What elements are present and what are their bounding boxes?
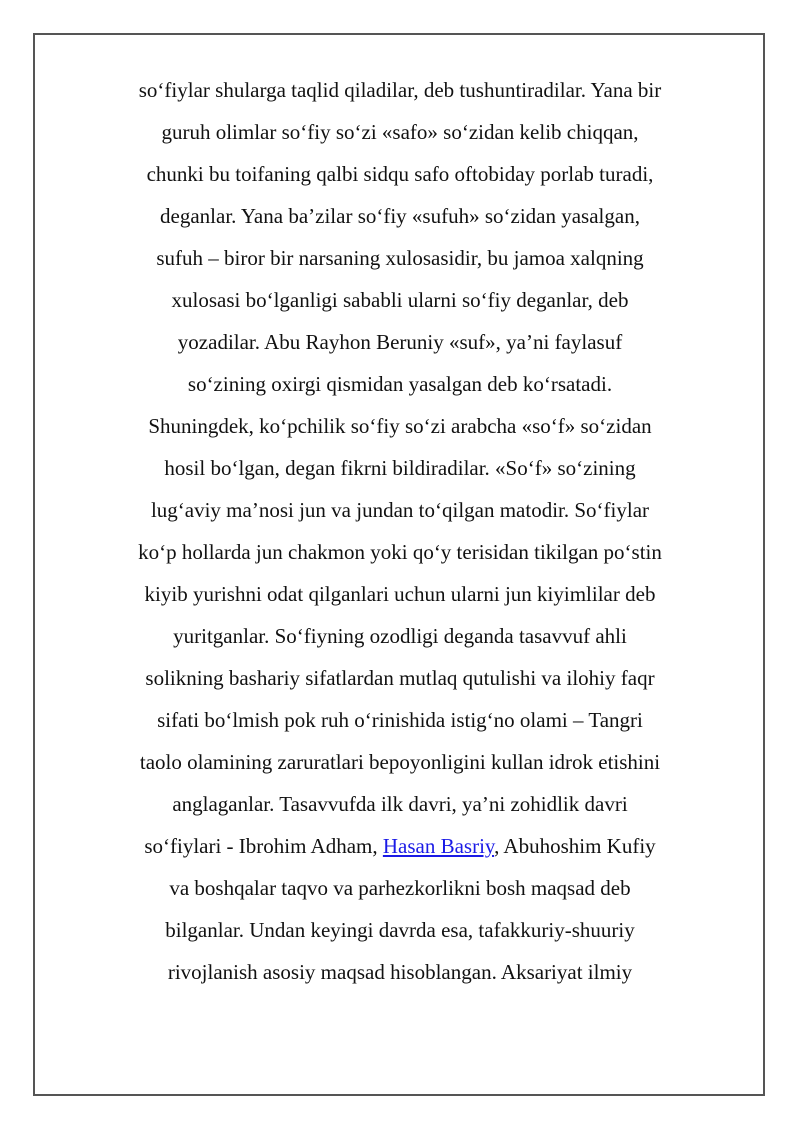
text-line: lug‘aviy ma’nosi jun va jundan to‘qilgan matodir. So‘fiylar <box>150 498 650 522</box>
text-line: ko‘p hollarda jun chakmon yoki qo‘y terisidan tikilgan po‘stin <box>138 540 662 564</box>
text-line: bilganlar. Undan keyingi davrda esa, tafakkuriy-shuuriy <box>165 918 635 942</box>
text-line: so‘zining oxirgi qismidan yasalgan deb ko‘rsatadi. <box>187 372 613 396</box>
text-segment: so‘fiylari - Ibrohim Adham, <box>144 834 383 858</box>
text-line: hosil bo‘lgan, degan fikrni bildiradilar. «So‘f» so‘zining <box>164 456 636 480</box>
text-line: chunki bu toifaning qalbi sidqu safo oftobiday porlab turadi, <box>146 162 654 186</box>
text-line-with-link <box>70 825 730 867</box>
text-line: solikning bashariy sifatlardan mutlaq qutulishi va ilohiy faqr <box>145 666 655 690</box>
hasan-basriy-link[interactable]: Hasan Basriy <box>382 834 495 858</box>
text-line: sifati bo‘lmish pok ruh o‘rinishida istig‘no olami – Tangri <box>157 708 643 732</box>
text-line: yuritganlar. So‘fiyning ozodligi deganda tasavvuf ahli <box>173 624 627 648</box>
text-line: so‘fiylar shularga taqlid qiladilar, deb tushuntiradilar. Yana bir <box>138 78 662 102</box>
text-line: guruh olimlar so‘fiy so‘zi «safo» so‘zidan kelib chiqqan, <box>161 120 639 144</box>
text-line: deganlar. Yana ba’zilar so‘fiy «sufuh» so‘zidan yasalgan, <box>160 204 640 228</box>
text-segment: , Abuhoshim Kufiy <box>494 834 656 858</box>
text-line: va boshqalar taqvo va parhezkorlikni bosh maqsad deb <box>169 876 631 900</box>
text-line: yozadilar. Abu Rayhon Beruniy «suf», ya’ni faylasuf <box>177 330 623 354</box>
text-line: sufuh – biror bir narsaning xulosasidir, bu jamoa xalqning <box>156 246 644 270</box>
text-line: rivojlanish asosiy maqsad hisoblangan. Aksariyat ilmiy <box>167 960 633 984</box>
text-line: kiyib yurishni odat qilganlari uchun ularni jun kiyimlilar deb <box>144 582 656 606</box>
text-line: Shuningdek, ko‘pchilik so‘fiy so‘zi arabcha «so‘f» so‘zidan <box>148 414 652 438</box>
document-body <box>70 69 730 993</box>
text-line: taolo olamining zaruratlari bepoyonligini kullan idrok etishini <box>139 750 661 774</box>
text-line: xulosasi bo‘lganligi sababli ularni so‘fiy deganlar, deb <box>171 288 629 312</box>
text-line: anglaganlar. Tasavvufda ilk davri, ya’ni zohidlik davri <box>172 792 628 816</box>
